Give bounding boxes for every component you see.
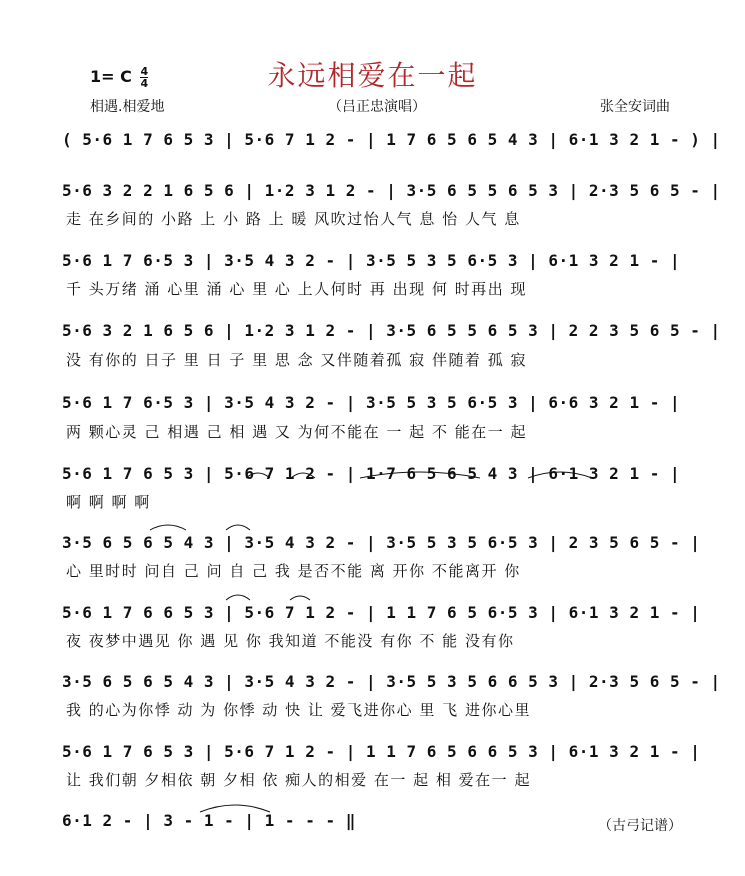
lyric-row-4: 没 有你的 日子 里 日 子 里 思 念 又伴随着孤 寂 伴随着 孤 寂 — [66, 351, 527, 369]
lyric-row-5: 两 颗心灵 己 相遇 己 相 遇 又 为何不能在 一 起 不 能在一 起 — [66, 423, 527, 441]
composer-credit: 张全安词曲 — [600, 99, 670, 115]
notation-row-4: 5·6 3 2 1 6 5 6 | 1·2 3 1 2 - | 3·5 6 5 5 6 5 3 | 2 2 3 5 6 5 - | — [62, 321, 721, 340]
time-bottom: 4 — [140, 77, 149, 90]
lyric-row-8: 夜 夜梦中遇见 你 遇 见 你 我知道 不能没 有你 不 能 没有你 — [66, 632, 515, 650]
singer-credit: （吕正忠演唱） — [328, 99, 426, 115]
notation-row-8: 5·6 1 7 6 6 5 3 | 5·6 7 1 2 - | 1 1 7 6 5 6·5 3 | 6·1 3 2 1 - | — [62, 603, 701, 622]
notation-row-3: 5·6 1 7 6·5 3 | 3·5 4 3 2 - | 3·5 5 3 5 6·5 3 | 6·1 3 2 1 - | — [62, 251, 681, 270]
lyric-row-7: 心 里时时 问自 己 问 自 己 我 是否不能 离 开你 不能离开 你 — [66, 562, 521, 580]
notation-row-11: 6·1 2 - | 3 - 1 - | 1 - - - ‖ — [62, 811, 356, 830]
lyric-row-2: 走 在乡间的 小路 上 小 路 上 暖 风吹过怡人气 息 怡 人气 息 — [66, 210, 521, 228]
key-label: 1= C — [90, 67, 132, 86]
performance-style: 相遇.相爱地 — [90, 99, 165, 115]
notation-row-2: 5·6 3 2 2 1 6 5 6 | 1·2 3 1 2 - | 3·5 6 5 5 6 5 3 | 2·3 5 6 5 - | — [62, 181, 721, 200]
notation-row-5: 5·6 1 7 6·5 3 | 3·5 4 3 2 - | 3·5 5 3 5 6·5 3 | 6·6 3 2 1 - | — [62, 393, 681, 412]
notation-row-7: 3·5 6 5 6 5 4 3 | 3·5 4 3 2 - | 3·5 5 3 5 6·5 3 | 2 3 5 6 5 - | — [62, 533, 701, 552]
lyric-row-3: 千 头万绪 涌 心里 涌 心 里 心 上人何时 再 出现 何 时再出 现 — [66, 280, 527, 298]
notation-row-10: 5·6 1 7 6 5 3 | 5·6 7 1 2 - | 1 1 7 6 5 6 6 5 3 | 6·1 3 2 1 - | — [62, 742, 701, 761]
lyric-row-10: 让 我们朝 夕相依 朝 夕相 依 痴人的相爱 在一 起 相 爱在一 起 — [66, 771, 531, 789]
lyric-row-6: 啊 啊 啊 啊 — [66, 493, 151, 511]
transcriber-credit: （古弓记谱） — [598, 818, 682, 834]
notation-row-9: 3·5 6 5 6 5 4 3 | 3·5 4 3 2 - | 3·5 5 3 5 6 6 5 3 | 2·3 5 6 5 - | — [62, 672, 721, 691]
time-top: 4 — [140, 65, 149, 78]
notation-row-1: ( 5·6 1 7 6 5 3 | 5·6 7 1 2 - | 1 7 6 5 6 5 4 3 | 6·1 3 2 1 - ) | — [62, 130, 721, 149]
notation-row-6: 5·6 1 7 6 5 3 | 5·6 7 1 2 - | 1·7 6 5 6 5 4 3 | 6·1 3 2 1 - | — [62, 464, 681, 483]
song-title: 永远相爱在一起 — [267, 59, 478, 92]
lyric-row-9: 我 的心为你悸 动 为 你悸 动 快 让 爱飞进你心 里 飞 进你心里 — [66, 701, 531, 719]
